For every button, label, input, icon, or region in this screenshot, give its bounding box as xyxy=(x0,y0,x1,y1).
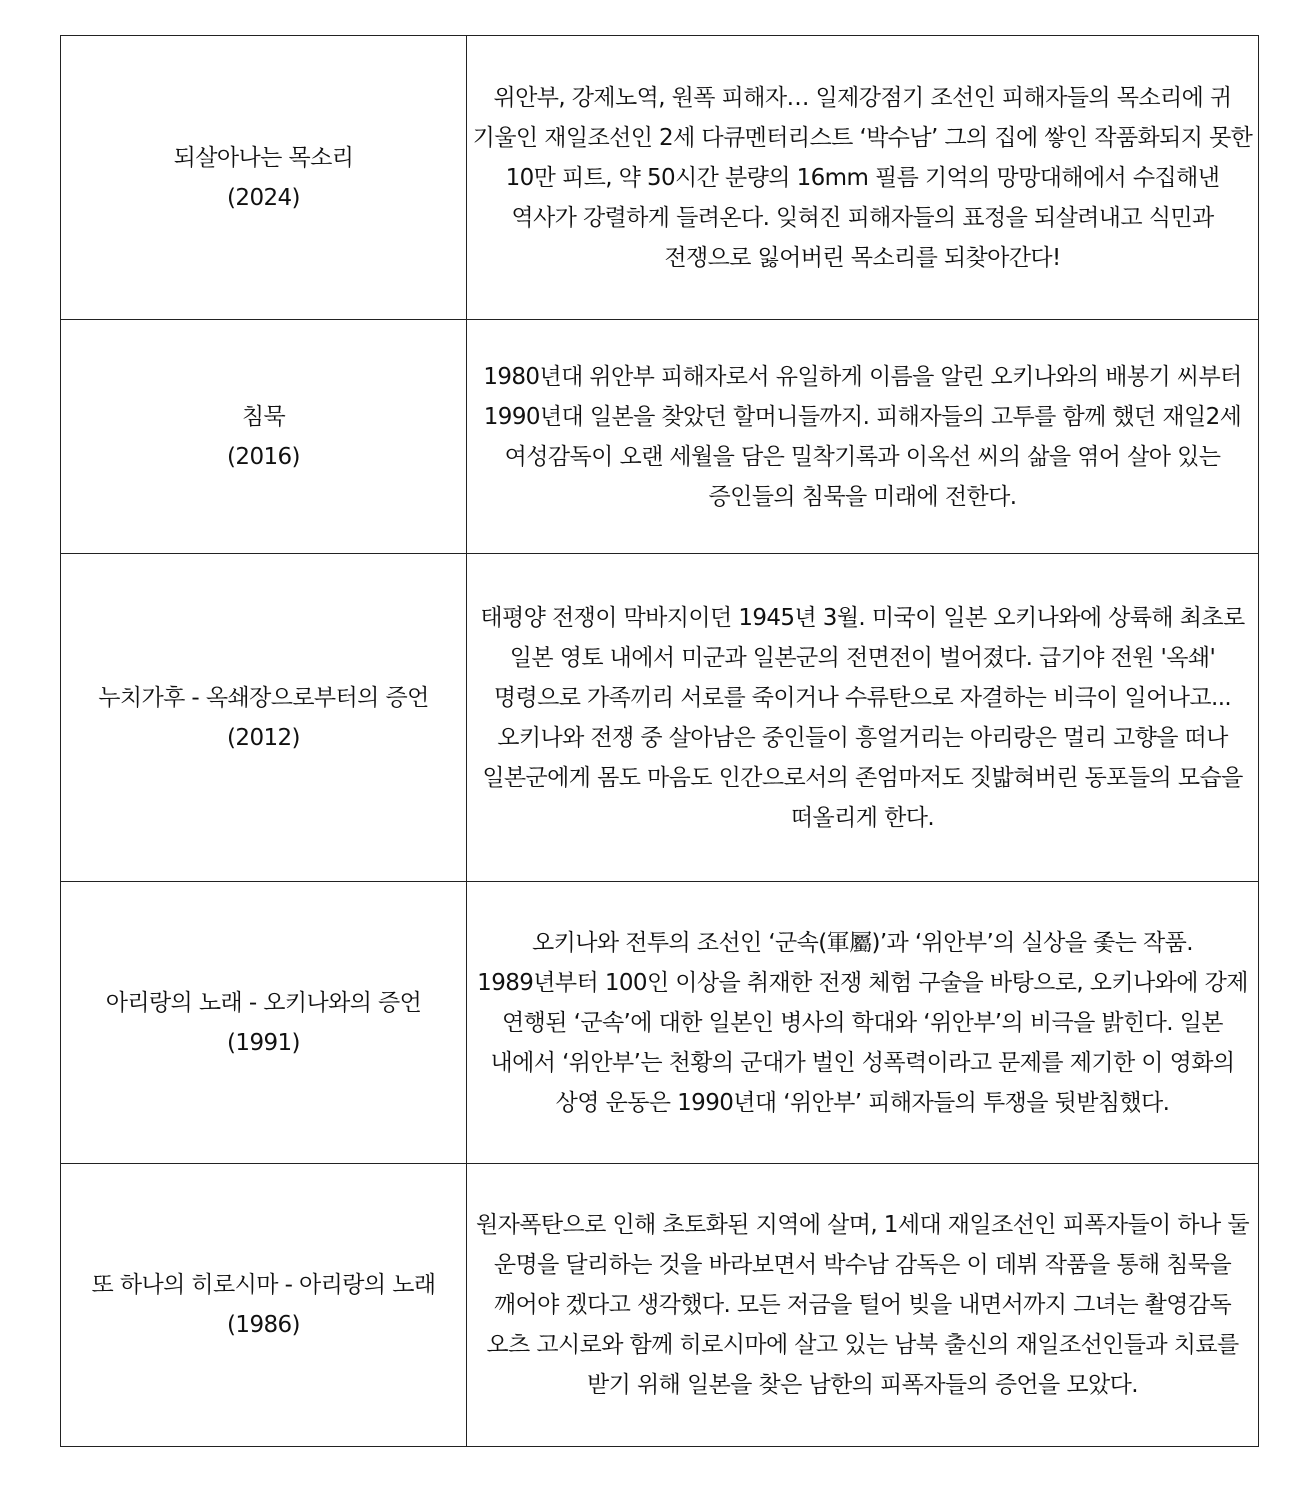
film-title-cell xyxy=(61,36,467,320)
film-year: (1991) xyxy=(227,1029,300,1056)
film-title: 아리랑의 노래 - 오키나와의 증언 xyxy=(105,989,422,1016)
film-title-cell xyxy=(61,882,467,1164)
film-description: 위안부, 강제노역, 원폭 피해자… 일제강점기 조선인 피해자들의 목소리에 귀 기울인 재일조선인 2세 다큐멘터리스트 ‘박수남’ 그의 집에 쌓인 작품화되지 못한 10만 피트, 약 50시간 분량의 16mm 필름 기억의 망망대해에서 수집해낸 역사가 강렬하게 들려온다. 잊혀진 피해자들의 표정을 되살려내고 식민과 전쟁으로 잃어버린 목소리를 되찾아간다! xyxy=(467,36,1259,320)
film-title: 침묵 xyxy=(241,403,286,430)
table-row xyxy=(61,1164,1259,1447)
film-description: 1980년대 위안부 피해자로서 유일하게 이름을 알린 오키나와의 배봉기 씨부터 1990년대 일본을 찾았던 할머니들까지. 피해자들의 고투를 함께 했던 재일2세 여성감독이 오랜 세월을 담은 밀착기록과 이옥선 씨의 삶을 엮어 살아 있는 증인들의 침묵을 미래에 전한다. xyxy=(467,320,1259,554)
film-title-cell xyxy=(61,320,467,554)
film-title: 되살아나는 목소리 xyxy=(173,144,354,171)
table-row xyxy=(61,882,1259,1164)
filmography-container xyxy=(60,35,1258,1447)
film-year: (2012) xyxy=(227,724,300,751)
table-row xyxy=(61,320,1259,554)
table-row xyxy=(61,554,1259,882)
film-title-cell xyxy=(61,1164,467,1447)
film-year: (1986) xyxy=(227,1312,300,1338)
film-description: 원자폭탄으로 인해 초토화된 지역에 살며, 1세대 재일조선인 피폭자들이 하나 둘 운명을 달리하는 것을 바라보면서 박수남 감독은 이 데뷔 작품을 통해 침묵을 깨어야 겠다고 생각했다. 모든 저금을 털어 빚을 내면서까지 그녀는 촬영감독 오츠 고시로와 함께 히로시마에 살고 있는 남북 출신의 재일조선인들과 치료를 받기 위해 일본을 찾은 남한의 피폭자들의 증언을 모았다. xyxy=(467,1164,1259,1447)
film-year: (2016) xyxy=(227,443,300,470)
film-description: 오키나와 전투의 조선인 ‘군속(軍屬)’과 ‘위안부’의 실상을 좇는 작품. 1989년부터 100인 이상을 취재한 전쟁 체험 구술을 바탕으로, 오키나와에 강제 연행된 ‘군속’에 대한 일본인 병사의 학대와 ‘위안부’의 비극을 밝힌다. 일본 내에서 ‘위안부’는 천황의 군대가 벌인 성폭력이라고 문제를 제기한 이 영화의 상영 운동은 1990년대 ‘위안부’ 피해자들의 투쟁을 뒷받침했다. xyxy=(467,882,1259,1164)
filmography-table xyxy=(60,35,1259,1447)
film-title-cell xyxy=(61,554,467,882)
film-title: 누치가후 - 옥쇄장으로부터의 증언 xyxy=(98,684,429,711)
film-description: 태평양 전쟁이 막바지이던 1945년 3월. 미국이 일본 오키나와에 상륙해 최초로 일본 영토 내에서 미군과 일본군의 전면전이 벌어졌다. 급기야 전원 '옥쇄' 명령으로 가족끼리 서로를 죽이거나 수류탄으로 자결하는 비극이 일어나고... 오키나와 전쟁 중 살아남은 중인들이 흥얼거리는 아리랑은 멀리 고향을 떠나 일본군에게 몸도 마음도 인간으로서의 존엄마저도 짓밟혀버린 동포들의 모습을 떠올리게 한다. xyxy=(467,554,1259,882)
film-year: (2024) xyxy=(227,184,300,211)
film-title: 또 하나의 히로시마 - 아리랑의 노래 xyxy=(91,1272,436,1298)
table-row xyxy=(61,36,1259,320)
